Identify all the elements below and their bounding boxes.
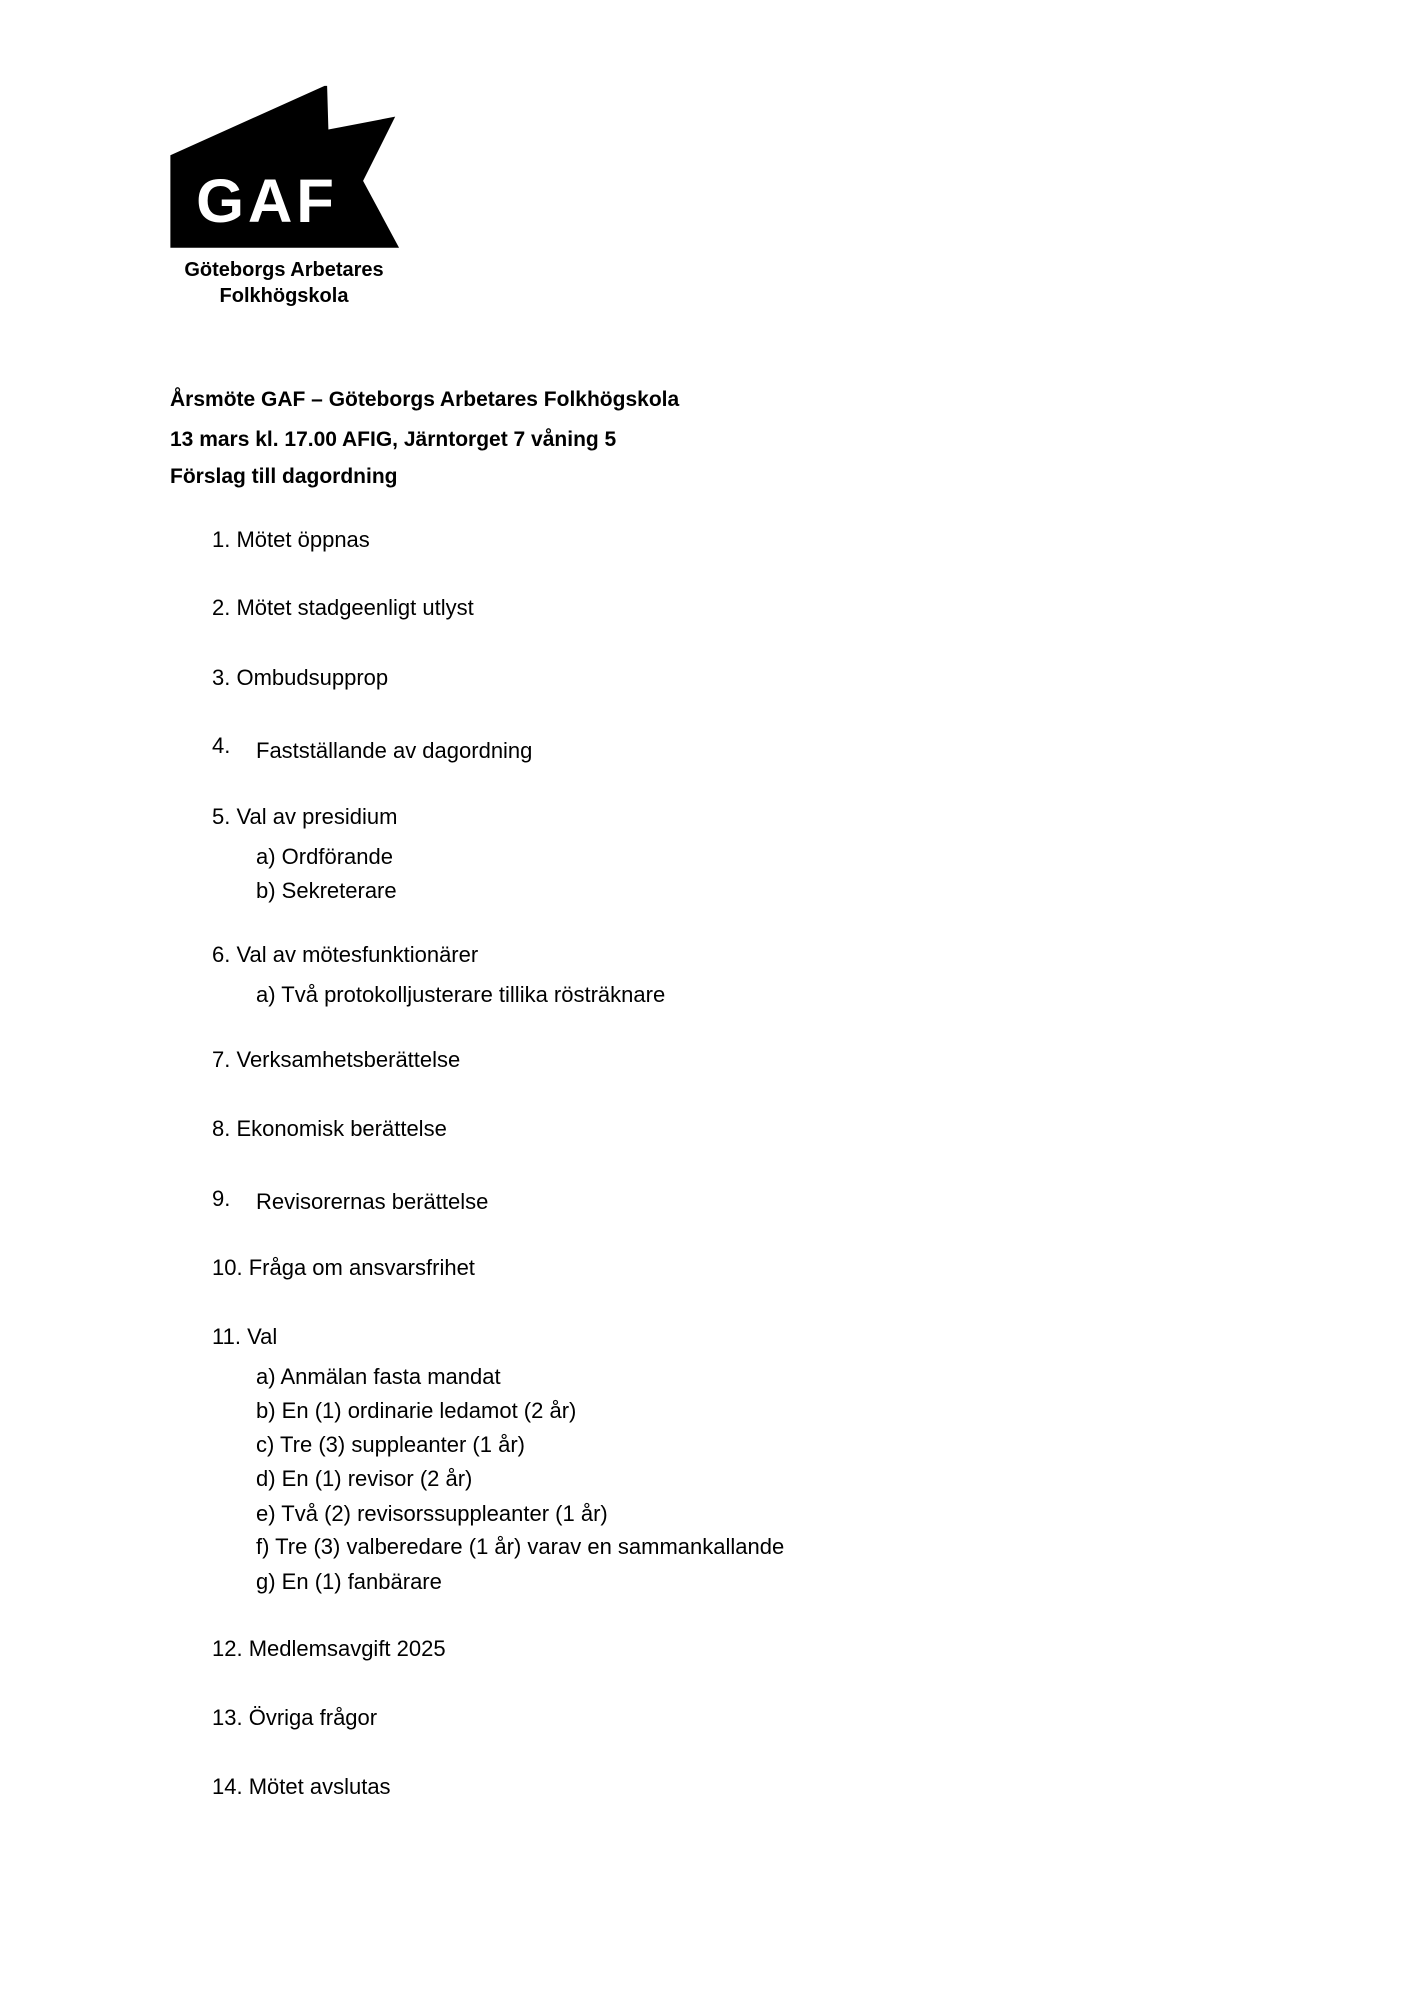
- agenda-item-number: 8.: [212, 1116, 231, 1141]
- agenda-item-text: Fråga om ansvarsfrihet: [248, 1255, 475, 1280]
- logo-mark-text: GAF: [196, 167, 338, 237]
- meeting-details: 13 mars kl. 17.00 AFIG, Järntorget 7 våning 5: [170, 428, 617, 451]
- agenda-subitem: e) Två (2) revisorssuppleanter (1 år): [256, 1501, 608, 1526]
- agenda-item-text: Medlemsavgift 2025: [248, 1636, 446, 1661]
- agenda-item: [212, 526, 370, 554]
- agenda-item-number: 3.: [212, 665, 231, 690]
- agenda-item-text: Mötet avslutas: [248, 1774, 391, 1799]
- agenda-item-number: 10.: [212, 1255, 243, 1280]
- document-title: Årsmöte GAF – Göteborgs Arbetares Folkhögskola: [170, 388, 680, 411]
- agenda-item: [212, 803, 397, 831]
- agenda-item-number: 13.: [212, 1705, 243, 1730]
- agenda-item: [212, 1254, 475, 1282]
- agenda-item-number: 7.: [212, 1047, 231, 1072]
- agenda-item-text: Ekonomisk berättelse: [236, 1116, 447, 1141]
- agenda-subitem: a) Två protokolljusterare tillika rösträknare: [256, 982, 666, 1007]
- logo-line-1: Göteborgs Arbetares: [184, 259, 384, 281]
- agenda-subitem: b) En (1) ordinarie ledamot (2 år): [256, 1398, 577, 1423]
- agenda-item-text: Val av presidium: [236, 804, 398, 829]
- agenda-subitem: b) Sekreterare: [256, 878, 397, 903]
- agenda-item-number: 5.: [212, 804, 231, 829]
- agenda-item-text: Övriga frågor: [248, 1705, 378, 1730]
- agenda-item-text: Verksamhetsberättelse: [236, 1047, 461, 1072]
- agenda-item-text: Val av mötesfunktionärer: [236, 942, 479, 967]
- agenda-item-text: Ombudsupprop: [236, 665, 389, 690]
- agenda-item-number: 14.: [212, 1774, 243, 1799]
- agenda-item: [212, 1046, 460, 1074]
- agenda-subitem: a) Anmälan fasta mandat: [256, 1364, 501, 1389]
- agenda-item: [212, 594, 474, 622]
- agenda-item-text: Val: [247, 1324, 278, 1349]
- agenda-item-text: Revisorernas berättelse: [256, 1189, 489, 1214]
- agenda-item-text: Mötet stadgeenligt utlyst: [236, 595, 474, 620]
- agenda-item: [212, 1704, 377, 1732]
- agenda-item: [212, 1115, 447, 1143]
- agenda-item-number: 9.: [212, 1186, 231, 1211]
- gaf-logo: [170, 82, 402, 249]
- agenda-subitem: g) En (1) fanbärare: [256, 1569, 442, 1594]
- agenda-item: [212, 1773, 391, 1801]
- agenda-item-text: Fastställande av dagordning: [256, 738, 533, 763]
- agenda-item: [212, 941, 478, 969]
- agenda-item-number: 4.: [212, 733, 231, 758]
- logo-line-2: Folkhögskola: [219, 285, 349, 307]
- agenda-item-text: Mötet öppnas: [236, 527, 370, 552]
- agenda-item-number: 6.: [212, 942, 231, 967]
- agenda-item-number: 11.: [212, 1324, 241, 1349]
- agenda-item-number: 2.: [212, 595, 231, 620]
- agenda-subitem: a) Ordförande: [256, 844, 393, 869]
- agenda-item: [212, 1635, 446, 1663]
- document-subtitle: Förslag till dagordning: [170, 465, 398, 488]
- agenda-subitem: f) Tre (3) valberedare (1 år) varav en sammankallande: [256, 1534, 785, 1559]
- agenda-item: [212, 664, 388, 692]
- agenda-subitem: c) Tre (3) suppleanter (1 år): [256, 1432, 525, 1457]
- agenda-subitem: d) En (1) revisor (2 år): [256, 1466, 473, 1491]
- agenda-item: [212, 1323, 277, 1351]
- agenda-item-number: 1.: [212, 527, 231, 552]
- agenda-item-number: 12.: [212, 1636, 243, 1661]
